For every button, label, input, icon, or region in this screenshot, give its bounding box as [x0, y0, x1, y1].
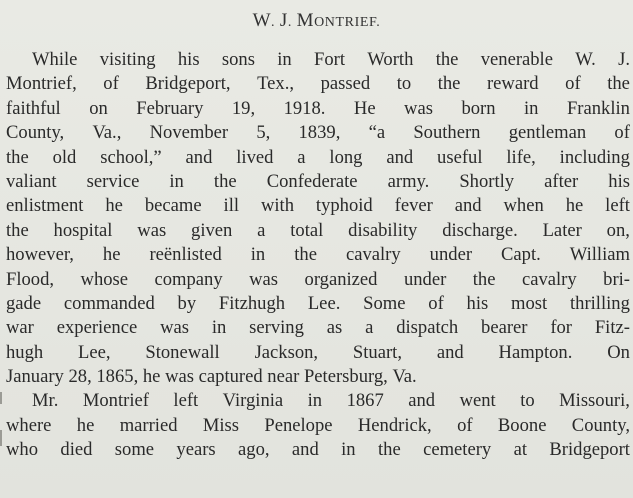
- word: Miss: [202, 414, 240, 436]
- word: the: [472, 268, 496, 290]
- word: in: [307, 390, 323, 412]
- word: typhoid: [315, 195, 373, 217]
- word: Petersburg,: [303, 366, 393, 388]
- word: J.: [618, 49, 630, 70]
- word: the: [437, 73, 461, 95]
- word: Boone: [497, 414, 547, 436]
- paragraph-line: [6, 365, 630, 389]
- paragraph-line: [6, 48, 630, 72]
- word: 1867: [346, 390, 384, 412]
- word: after: [544, 170, 579, 192]
- word: left: [605, 195, 630, 217]
- word: cavalry: [345, 244, 401, 266]
- word: Missouri,: [559, 390, 630, 412]
- word: Lee,: [78, 341, 111, 363]
- word: Southern: [413, 122, 481, 144]
- word: as: [326, 317, 343, 339]
- word: Bridgeport: [549, 439, 630, 461]
- word: when: [503, 195, 544, 217]
- word: ago,: [238, 439, 270, 461]
- word: Hampton.: [498, 341, 573, 363]
- word: of: [614, 122, 630, 144]
- word: was: [404, 97, 433, 119]
- word: Confederate: [266, 170, 358, 192]
- word: some: [114, 439, 155, 461]
- word: born: [461, 97, 496, 119]
- word: dispatch: [396, 317, 459, 339]
- word: in: [211, 317, 227, 339]
- word: his: [177, 49, 200, 70]
- word: thrilling: [569, 292, 630, 314]
- word: he: [565, 195, 584, 217]
- paragraph-line: [6, 146, 630, 170]
- word: long: [329, 146, 363, 168]
- word: 1839,: [298, 122, 341, 144]
- word: in: [169, 170, 184, 192]
- paragraph-line: [6, 243, 630, 267]
- word: he: [76, 414, 95, 436]
- word: near: [267, 366, 304, 388]
- paragraph-line: [6, 121, 630, 145]
- word: gade: [6, 292, 42, 314]
- word: total: [290, 219, 324, 241]
- word: at: [513, 439, 528, 461]
- word: on,: [606, 219, 630, 241]
- word: venerable: [480, 49, 553, 70]
- word: useful: [437, 146, 483, 168]
- word: by: [177, 292, 197, 314]
- word: and: [408, 390, 436, 412]
- word: became: [144, 195, 202, 217]
- word: cavalry: [521, 268, 577, 290]
- word: disability: [348, 219, 418, 241]
- word: given: [191, 219, 233, 241]
- word: who: [6, 439, 39, 461]
- word: Hendrick,: [357, 414, 432, 436]
- word: Lee.: [307, 292, 341, 314]
- word: Stonewall: [145, 341, 220, 363]
- word: a: [297, 146, 306, 168]
- word: and: [386, 146, 414, 168]
- word: in: [341, 439, 356, 461]
- word: was: [165, 366, 199, 388]
- word: serving: [249, 317, 304, 339]
- word: gentleman: [508, 122, 587, 144]
- word: fever: [394, 195, 433, 217]
- word: in: [277, 49, 292, 70]
- word: most: [511, 292, 548, 314]
- word: hospital: [53, 219, 113, 241]
- word: with: [260, 195, 294, 217]
- word: sons: [221, 49, 255, 70]
- word: war: [6, 317, 34, 339]
- paragraph-line: [6, 414, 630, 438]
- word: 19,: [231, 97, 256, 119]
- word: he: [102, 244, 121, 266]
- word: in: [524, 97, 539, 119]
- word: the: [377, 439, 401, 461]
- paragraph-line: [6, 268, 630, 292]
- word: the: [6, 146, 29, 168]
- word: the: [607, 73, 630, 95]
- word: He: [353, 97, 376, 119]
- paragraph-line: [6, 194, 630, 218]
- word: school,”: [100, 146, 162, 168]
- word: discharge.: [442, 219, 518, 241]
- word: where: [6, 414, 52, 436]
- word: Tex.,: [257, 73, 295, 95]
- word: passed: [320, 73, 371, 95]
- paragraph-line: [6, 170, 630, 194]
- word: on: [89, 97, 108, 119]
- word: Flood,: [6, 268, 55, 290]
- word: the: [294, 244, 317, 266]
- paragraph-line: [6, 72, 630, 96]
- word: old: [52, 146, 77, 168]
- word: the: [435, 49, 459, 70]
- word: While: [32, 49, 78, 70]
- word: left: [173, 390, 199, 412]
- article-body: [6, 48, 630, 463]
- heading-text: W. J. MONTRIEF.: [252, 10, 381, 31]
- word: Virginia: [222, 390, 284, 412]
- word: January: [6, 366, 69, 388]
- word: years: [176, 439, 216, 461]
- word: enlistment: [6, 195, 84, 217]
- word: married: [119, 414, 178, 436]
- word: of: [103, 73, 119, 95]
- word: Shortly: [459, 170, 515, 192]
- word: Worth: [367, 49, 414, 70]
- word: army.: [387, 170, 430, 192]
- word: Jackson,: [254, 341, 319, 363]
- word: including: [559, 146, 630, 168]
- paragraph-line: [6, 292, 630, 316]
- word: 1865,: [96, 366, 143, 388]
- word: Some: [363, 292, 406, 314]
- word: 28,: [68, 366, 97, 388]
- paragraph-line: [6, 389, 630, 413]
- word: William: [569, 244, 630, 266]
- word: reward: [486, 73, 539, 95]
- word: and: [185, 146, 213, 168]
- word: reënlisted: [149, 244, 222, 266]
- word: Montrief: [82, 390, 149, 412]
- scan-edge-mark: [0, 392, 2, 404]
- word: and: [454, 195, 482, 217]
- paragraph-line: [6, 341, 630, 365]
- word: faithful: [6, 97, 61, 119]
- word: under: [403, 268, 447, 290]
- word: of: [428, 292, 444, 314]
- word: was: [160, 317, 189, 339]
- paragraph-line: [6, 438, 630, 462]
- word: County,: [571, 414, 630, 436]
- word: bri-: [603, 268, 630, 290]
- scan-edge-mark: [0, 430, 2, 446]
- word: commanded: [63, 292, 155, 314]
- word: November: [149, 122, 229, 144]
- word: Fitz-: [594, 317, 630, 339]
- word: life,: [506, 146, 536, 168]
- word: valiant: [6, 170, 57, 192]
- word: however,: [6, 244, 74, 266]
- word: was: [137, 219, 167, 241]
- word: died: [60, 439, 93, 461]
- word: ill: [223, 195, 240, 217]
- word: his: [466, 292, 489, 314]
- word: of: [457, 414, 473, 436]
- word: he: [105, 195, 123, 217]
- word: Franklin: [566, 97, 630, 119]
- word: “a: [368, 122, 386, 144]
- paragraph-line: [6, 316, 630, 340]
- word: Fitzhugh: [218, 292, 286, 314]
- word: under: [429, 244, 473, 266]
- word: the: [6, 219, 29, 241]
- word: W.: [575, 49, 596, 70]
- word: visiting: [99, 49, 156, 70]
- word: hugh: [6, 341, 44, 363]
- word: Capt.: [501, 244, 541, 266]
- word: Fort: [314, 49, 346, 70]
- word: February: [136, 97, 204, 119]
- word: experience: [56, 317, 138, 339]
- word: in: [250, 244, 266, 266]
- word: On: [607, 341, 630, 363]
- word: lived: [236, 146, 274, 168]
- word: and: [291, 439, 319, 461]
- word: he: [142, 366, 166, 388]
- word: Montrief,: [6, 73, 77, 95]
- word: County,: [6, 122, 65, 144]
- word: for: [550, 317, 572, 339]
- word: bearer: [481, 317, 528, 339]
- word: a: [257, 219, 266, 241]
- word: captured: [198, 366, 268, 388]
- paragraph-line: [6, 219, 630, 243]
- word: Later: [542, 219, 582, 241]
- word: cemetery: [423, 439, 492, 461]
- word: Stuart,: [352, 341, 402, 363]
- article-heading: [0, 10, 633, 32]
- word: company: [154, 268, 223, 290]
- word: and: [436, 341, 464, 363]
- word: of: [565, 73, 581, 95]
- word: whose: [80, 268, 129, 290]
- word: 5,: [256, 122, 271, 144]
- word: his: [608, 170, 630, 192]
- word: Va.,: [92, 122, 122, 144]
- word: 1918.: [283, 97, 326, 119]
- word: to: [520, 390, 535, 412]
- word: Penelope: [264, 414, 333, 436]
- word: organized: [304, 268, 378, 290]
- word: to: [396, 73, 412, 95]
- paragraph-line: [6, 97, 630, 121]
- word: the: [213, 170, 237, 192]
- word: Va.: [392, 366, 417, 388]
- word: was: [249, 268, 279, 290]
- word: Mr.: [32, 390, 59, 412]
- word: went: [459, 390, 496, 412]
- word: a: [365, 317, 374, 339]
- word: Bridgeport,: [145, 73, 231, 95]
- word: service: [86, 170, 140, 192]
